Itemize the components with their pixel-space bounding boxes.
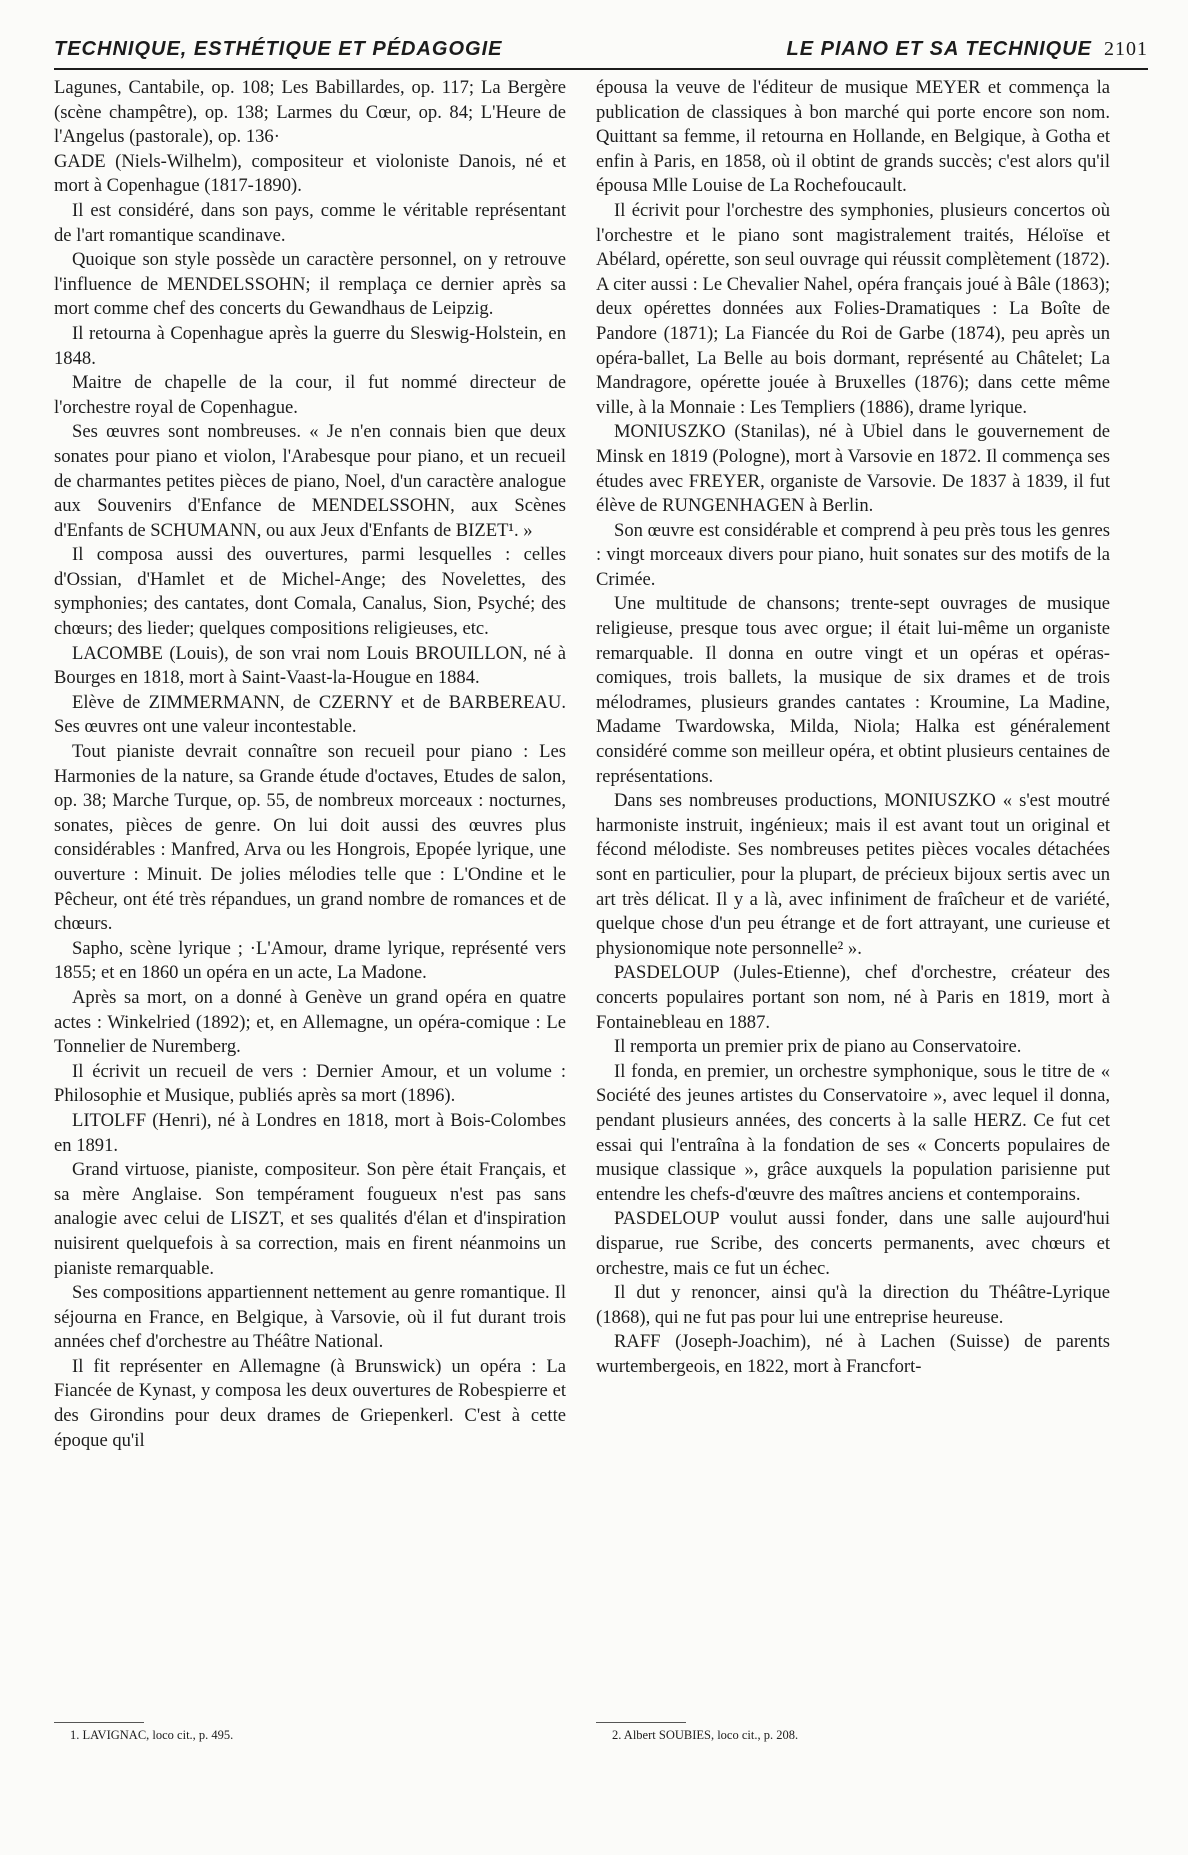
paragraph: Il fonda, en premier, un orchestre symphonique, sous le titre de « Société des jeunes artistes du Conservatoire », avec lequel il donna, pendant plusieurs années, des concerts à la salle HERZ. Ce fut cet essai qui l'entraîna à la fondation de ses « Concerts populaires de musique classique », grâce auxquels la population parisienne put entendre les chefs-d'œuvre des maîtres anciens et contemporains. (596, 1060, 1110, 1205)
footnote-right: 2. Albert SOUBIES, loco cit., p. 208. (612, 1728, 799, 1742)
paragraph: Une multitude de chansons; trente-sept ouvrages de musique religieuse, presque tous avec orgue; il était lui-même un organiste remarquable. Il donna en outre vingt et un opéras et opéras-comiques, trois ballets, la musique de six drames et de trois mélodrames, plusieurs grandes cantates : Kroumine, La Madine, Madame Twardowska, Milda, Niola; Halka est généralement considéré comme son meilleur opéra, et obtint plusieurs centaines de représentations. (596, 593, 1110, 787)
paragraph: Il écrivit pour l'orchestre des symphonies, plusieurs concertos où l'orchestre et le piano sont magistralement traités, Héloïse et Abélard, opérette, son seul ouvrage qui réussit complètement (1872). A citer aussi : Le Chevalier Nahel, opéra français joué à Bâle (1863); deux opérettes données aux Folies-Dramatiques : La Boîte de Pandore (1871); La Fiancée du Roi de Garbe (1874), peu après un opéra-ballet, La Belle au bois dormant, représenté au Châtelet; La Mandragore, opérette jouée à Bruxelles (1876); dans cette même ville, à la Monnaie : Les Templiers (1886), drame lyrique. (596, 199, 1110, 418)
footnote-left: 1. LAVIGNAC, loco cit., p. 495. (70, 1728, 234, 1742)
paragraph: Après sa mort, on a donné à Genève un grand opéra en quatre actes : Winkelried (1892); et, en Allemagne, un opéra-comique : Le Tonnelier de Nuremberg. (54, 986, 566, 1058)
paragraph: Tout pianiste devrait connaître son recueil pour piano : Les Harmonies de la nature, sa Grande étude d'octaves, Etudes de salon, op. 38; Marche Turque, op. 55, de nombreux morceaux : nocturnes, sonates, pièces de genre. On lui doit aussi des œuvres plus considérables : Manfred, Arva ou les Hongrois, Epopée lyrique, une ouverture : Minuit. De jolies mélodies telle que : L'Ondine et le Pêcheur, ont été très répandues, un grand nombre de romances et de chœurs. (54, 741, 566, 935)
header-right-text: LE PIANO ET SA TECHNIQUE (786, 38, 1092, 60)
entry-moniuszko: MONIUSZKO (Stanilas), né à Ubiel dans le gouvernement de Minsk en 1819 (Pologne), mort à Varsovie en 1872. Il commença ses études avec FREYER, organiste de Varsovie. De 1837 à 1839, il fut élève de RUNGENHAGEN à Berlin. (596, 421, 1110, 517)
left-column (54, 76, 566, 1453)
paragraph: Il écrivit un recueil de vers : Dernier Amour, et un volume : Philosophie et Musique, publiés après sa mort (1896). (54, 1060, 566, 1107)
paragraph: Elève de ZIMMERMANN, de CZERNY et de BARBEREAU. Ses œuvres ont une valeur incontestable. (54, 691, 566, 738)
running-header (54, 34, 1148, 70)
paragraph: Il est considéré, dans son pays, comme le véritable représentant de l'art romantique scandinave. (54, 199, 566, 246)
entry-lacombe: LACOMBE (Louis), de son vrai nom Louis BROUILLON, né à Bourges en 1818, mort à Saint-Vaast-la-Hougue en 1884. (54, 642, 566, 689)
paragraph: Grand virtuose, pianiste, compositeur. Son père était Français, et sa mère Anglaise. Son tempérament fougueux n'est pas sans analogie avec celui de LISZT, et ses qualités d'élan et d'inspiration nuisirent quelquefois à sa correction, mais en firent néanmoins un pianiste remarquable. (54, 1159, 566, 1279)
paragraph: PASDELOUP voulut aussi fonder, dans une salle aujourd'hui disparue, rue Scribe, des concerts permanents, avec chœurs et orchestre, mais ce fut un échec. (596, 1208, 1110, 1279)
paragraph: Il fit représenter en Allemagne (à Brunswick) un opéra : La Fiancée de Kynast, y composa les deux ouvertures de Robespierre et des Girondins pour deux drames de Griepenkerl. C'est à cette époque qu'il (54, 1355, 566, 1451)
header-left-title: TECHNIQUE, ESTHÉTIQUE ET PÉDAGOGIE (54, 38, 503, 60)
header-right-title (786, 38, 1148, 61)
paragraph: Lagunes, Cantabile, op. 108; Les Babillardes, op. 117; La Bergère (scène champêtre), op. 138; Larmes du Cœur, op. 84; L'Heure de l'Angelus (pastorale), op. 136· (54, 77, 566, 148)
footnote-rule (596, 1722, 686, 1723)
paragraph: Il remporta un premier prix de piano au Conservatoire. (614, 1036, 1022, 1058)
paragraph: Son œuvre est considérable et comprend à peu près tous les genres : vingt morceaux divers pour piano, huit sonates sur des motifs de la Crimée. (596, 519, 1110, 590)
entry-gade: GADE (Niels-Wilhelm), compositeur et violoniste Danois, né et mort à Copenhague (1817-1890). (54, 150, 566, 197)
entry-litolff: LITOLFF (Henri), né à Londres en 1818, mort à Bois-Colombes en 1891. (54, 1109, 566, 1156)
paragraph: Quoique son style possède un caractère personnel, on y retrouve l'influence de MENDELSSOHN; il remplaça ce dernier après sa mort comme chef des concerts du Gewandhaus de Leipzig. (54, 249, 566, 320)
right-column (596, 76, 1110, 1379)
paragraph: Il retourna à Copenhague après la guerre du Sleswig-Holstein, en 1848. (54, 322, 566, 369)
entry-pasdeloup: PASDELOUP (Jules-Etienne), chef d'orchestre, créateur des concerts populaires portant son nom, né à Paris en 1819, mort à Fontainebleau en 1887. (596, 962, 1110, 1033)
paragraph: Sapho, scène lyrique ; ·L'Amour, drame lyrique, représenté vers 1855; et en 1860 un opéra en un acte, La Madone. (54, 937, 566, 984)
page-number: 2101 (1104, 38, 1148, 60)
paragraph: Dans ses nombreuses productions, MONIUSZKO « s'est moutré harmoniste instruit, ingénieux; mais il est avant tout un original et fécond mélodiste. Ses nombreuses petites pièces vocales détachées sont en particulier, pour la plupart, de précieux bijoux sertis avec un art très délicat. Il y a là, avec infiniment de fraîcheur et de variété, quelque chose d'un peu étrange et de fort attrayant, une curieuse et physionomique note personnelle² ». (596, 790, 1110, 959)
paragraph: Maitre de chapelle de la cour, il fut nommé directeur de l'orchestre royal de Copenhague. (54, 372, 566, 418)
paragraph: Ses compositions appartiennent nettement au genre romantique. Il séjourna en France, en Belgique, à Varsovie, où il fut durant trois années chef d'orchestre au Théâtre National. (54, 1282, 566, 1353)
paragraph: Il composa aussi des ouvertures, parmi lesquelles : celles d'Ossian, d'Hamlet et de Michel-Ange; des Novelettes, des symphonies; des cantates, dont Comala, Canalus, Sion, Psyché; des chœurs; des lieder; quelques compositions religieuses, etc. (54, 544, 566, 640)
paragraph: Ses œuvres sont nombreuses. « Je n'en connais bien que deux sonates pour piano et violon, l'Arabesque pour piano, et un recueil de charmantes petites pièces de piano, Noel, d'un caractère analogue aux Souvenirs d'Enfance de MENDELSSOHN, aux Scènes d'Enfants de SCHUMANN, ou aux Jeux d'Enfants de BIZET¹. » (54, 421, 566, 541)
footnote-rule (54, 1722, 144, 1723)
paragraph: épousa la veuve de l'éditeur de musique MEYER et commença la publication de classiques à bon marché qui porte encore son nom. Quittant sa femme, il retourna en Hollande, en Belgique, à Gotha et enfin à Paris, en 1858, où il obtint de grands succès; c'est alors qu'il épousa Mlle Louise de La Rochefoucault. (596, 77, 1110, 197)
paragraph: Il dut y renoncer, ainsi qu'à la direction du Théâtre-Lyrique (1868), qui ne fut pas pour lui une entreprise heureuse. (596, 1282, 1110, 1328)
entry-raff: RAFF (Joseph-Joachim), né à Lachen (Suisse) de parents wurtembergeois, en 1822, mort à Francfort- (596, 1331, 1110, 1377)
